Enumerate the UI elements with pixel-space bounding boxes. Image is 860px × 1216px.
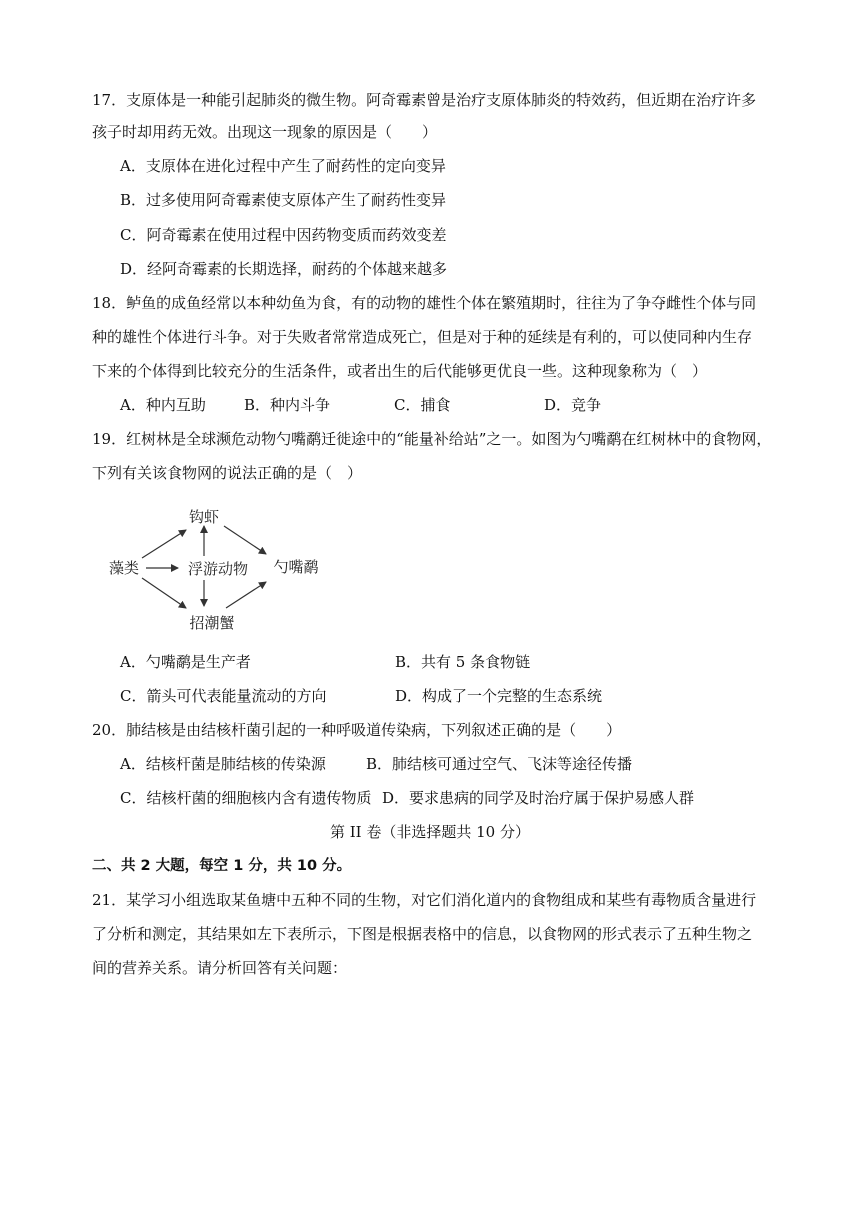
- q18-stem-line2: 种的雄性个体进行斗争。对于失败者常常造成死亡，但是对于种的延续是有利的，可以使同种内生存: [92, 328, 753, 346]
- q20-option-d: D．要求患病的同学及时治疗属于保护易感人群: [382, 789, 695, 807]
- arrow-crab-to-sandpiper: [226, 582, 266, 608]
- node-plankton: 浮游动物: [187, 560, 249, 578]
- arrow-shrimp-to-sandpiper: [224, 526, 266, 554]
- q18-options-row: [120, 395, 820, 415]
- q21-stem-line1: 21．某学习小组选取某鱼塘中五种不同的生物，对它们消化道内的食物组成和某些有毒物质含量进行: [92, 891, 757, 909]
- q21-stem-line3: 间的营养关系。请分析回答有关问题：: [92, 959, 348, 977]
- node-shrimp: 钩虾: [188, 508, 220, 526]
- q17-stem-line2: 孩子时却用药无效。出现这一现象的原因是（ ）: [92, 123, 438, 141]
- q20-options-row1: [120, 754, 820, 774]
- q19-stem-line2: 下列有关该食物网的说法正确的是（ ）: [92, 464, 363, 482]
- arrow-algae-to-shrimp: [142, 530, 186, 558]
- q19-options-row2: [120, 686, 820, 706]
- q18-option-a: A．种内互助: [120, 396, 206, 414]
- q17-stem-line1: 17．支原体是一种能引起肺炎的微生物。阿奇霉素曾是治疗支原体肺炎的特效药，但近期在治疗许多: [92, 91, 757, 109]
- arrow-algae-to-crab: [142, 578, 186, 608]
- part2-heading: 二、共 2 大题，每空 1 分，共 10 分。: [92, 858, 352, 874]
- q20-option-a: A．结核杆菌是肺结核的传染源: [120, 755, 326, 773]
- q17-option-d: D．经阿奇霉素的长期选择，耐药的个体越来越多: [120, 260, 448, 278]
- q19-options-row1: [120, 652, 820, 672]
- q19-option-a: A．勺嘴鹬是生产者: [120, 653, 251, 671]
- node-algae: 藻类: [108, 559, 140, 577]
- q17-option-a: A．支原体在进化过程中产生了耐药性的定向变异: [120, 157, 446, 175]
- q19-option-c: C．箭头可代表能量流动的方向: [120, 687, 327, 705]
- node-crab: 招潮蟹: [189, 614, 235, 632]
- q18-stem-line3: 下来的个体得到比较充分的生活条件，或者出生的后代能够更优良一些。这种现象称为（ ）: [92, 362, 708, 380]
- q20-options-row2: [120, 788, 820, 808]
- q18-stem-line1: 18．鲈鱼的成鱼经常以本种幼鱼为食，有的动物的雄性个体在繁殖期时，往往为了争夺雌性个体与同: [92, 294, 757, 312]
- q19-option-b: B．共有 5 条食物链: [395, 653, 531, 671]
- q19-option-d: D．构成了一个完整的生态系统: [395, 687, 603, 705]
- q17-option-b: B．过多使用阿奇霉素使支原体产生了耐药性变异: [120, 191, 447, 209]
- q18-option-c: C．捕食: [394, 396, 451, 414]
- q17-option-c: C．阿奇霉素在使用过程中因药物变质而药效变差: [120, 226, 447, 244]
- q21-stem-line2: 了分析和测定，其结果如左下表所示，下图是根据表格中的信息，以食物网的形式表示了五种生物之: [92, 925, 753, 943]
- q20-stem-line1: 20．肺结核是由结核杆菌引起的一种呼吸道传染病，下列叙述正确的是（ ）: [92, 721, 622, 739]
- q18-option-b: B．种内斗争: [244, 396, 331, 414]
- q18-option-d: D．竞争: [544, 396, 602, 414]
- q19-stem-line1: 19．红树林是全球濒危动物勺嘴鹬迁徙途中的“能量补给站”之一。如图为勺嘴鹬在红树林中的食物网，: [92, 430, 772, 448]
- q20-option-b: B．肺结核可通过空气、飞沫等途径传播: [366, 755, 633, 773]
- food-web-diagram: [100, 500, 340, 640]
- node-sandpiper: 勺嘴鹬: [273, 558, 319, 576]
- part2-title: 第 II 卷（非选择题共 10 分）: [329, 823, 530, 841]
- q20-option-c: C．结核杆菌的细胞核内含有遗传物质: [120, 789, 372, 807]
